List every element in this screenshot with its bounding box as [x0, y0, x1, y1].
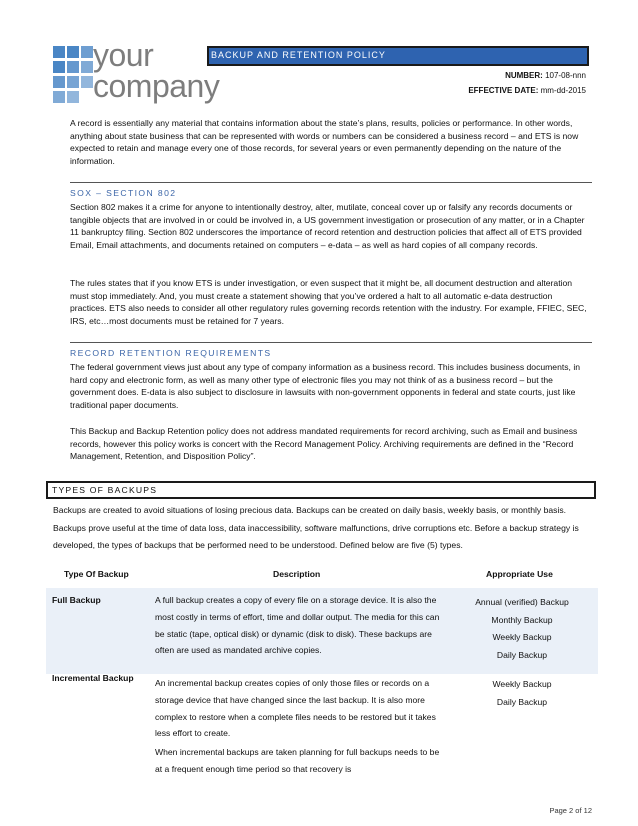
types-paragraph: Backups are created to avoid situations of losing precious data. Backups can be created on daily basis, weekly basis, or monthly basis. Backups prove useful at the time of data loss, data inaccessibility, software malfunctions, drive corruptions etc. Before a backup strategy is developed, the types of backups that be performed need to be understood. Defined below are five (5) types.	[53, 505, 579, 550]
company-logo	[53, 37, 220, 106]
intro-paragraph: A record is essentially any material that contains information about the state’s plans, results, policies or performance. In other words, anything about state business that can be represented with words or numbers can be considered a business record – and ETS is now expected to retain and manage every one of those records, for several years or even permanently depending on the nature of the information.	[70, 118, 579, 166]
section-divider	[70, 182, 592, 183]
logo-text	[93, 37, 220, 104]
table-header-use: Appropriate Use	[486, 569, 553, 579]
policy-title-bar	[207, 46, 589, 66]
use-item: Daily Backup	[496, 649, 548, 660]
table-header-description: Description	[273, 569, 321, 579]
logo-line-2: company	[93, 68, 220, 104]
types-section-bar	[46, 481, 596, 499]
backup-description-incremental-2: When incremental backups are taken planning for full backups needs to be at a frequent enough time period so that recovery is	[155, 747, 440, 774]
section-divider	[70, 342, 592, 343]
backup-uses-incremental	[442, 676, 602, 711]
use-item: Monthly Backup	[491, 614, 553, 625]
number-label: NUMBER:	[505, 71, 543, 80]
types-section-title: TYPES OF BACKUPS	[52, 485, 158, 495]
logo-line-1: your	[93, 37, 154, 73]
retention-paragraph-1: The federal government views just about any type of company information as a business record. This includes business documents, in hard copy and electronic form, as well as many other type of electronic files you may not think of as a business record – but the government does. E-data is also subject to disclosure in lawsuits with non-government opponents in federal and state courts, just like traditional paper documents.	[70, 362, 581, 410]
logo-squares-icon	[53, 46, 93, 104]
sox-section-title: SOX – SECTION 802	[70, 188, 177, 198]
sox-paragraph-2: The rules states that if you know ETS is under investigation, or even suspect that it might be, all document destruction and alteration must stop immediately. And, you must create a statement showing that you’ve ordered a halt to all automatic e-data destruction practices. ETS also needs to consider all other regulatory rules governing records retention with the industry. For example, FFIEC, SEC, IRS, etc…most documents must be retained for 7 years.	[70, 278, 587, 326]
use-item: Weekly Backup	[492, 679, 552, 689]
backup-type-full: Full Backup	[52, 595, 101, 605]
backup-description-incremental: An incremental backup creates copies of only those files or records on a storage device that have changed since the last backup. It is also more complex to restore when a complete files needs to be restored but it takes less effort to create.	[155, 678, 436, 739]
backup-description-full: A full backup creates a copy of every file on a storage device. It is also the most costly in terms of effort, time and dollar output. The media for this can be static (tape, optical disk) or dynamic (disk to disk). These backups are often are used as mandated archive copies.	[155, 595, 440, 656]
use-item: Annual (verified) Backup	[475, 597, 569, 607]
policy-number	[505, 71, 586, 80]
number-value: 107-08-nnn	[545, 71, 586, 80]
use-item: Weekly Backup	[492, 632, 552, 642]
retention-section-title: RECORD RETENTION REQUIREMENTS	[70, 348, 272, 358]
page-number: Page 2 of 12	[549, 806, 592, 815]
policy-title: BACKUP AND RETENTION POLICY	[211, 50, 386, 60]
table-header-type: Type Of Backup	[64, 569, 129, 579]
sox-paragraph-1: Section 802 makes it a crime for anyone to intentionally destroy, alter, mutilate, conceal cover up or falsify any records documents or tangible objects that are involved in or could be involved in, a US government investigation or prosecution of any matter, or in a Chapter 11 bankruptcy filing. Section 802 underscores the importance of record retention and destruction policies that affect all of ETS provided Email, Email attachments, and documents retained on computers – e-data – as well as hard copies of all company records.	[70, 202, 585, 250]
backup-uses-full	[442, 594, 602, 664]
use-item: Daily Backup	[496, 696, 548, 707]
effective-date	[468, 86, 586, 95]
date-label: EFFECTIVE DATE:	[468, 86, 539, 95]
backup-type-incremental: Incremental Backup	[52, 673, 134, 683]
retention-paragraph-2: This Backup and Backup Retention policy does not address mandated requirements for record archiving, such as Email and business records, however this policy works is concert with the Record Management Policy. Archiving requirements are defined in the “Record Management, Retention, and Disposition Policy”.	[70, 426, 578, 462]
date-value: mm-dd-2015	[540, 86, 586, 95]
